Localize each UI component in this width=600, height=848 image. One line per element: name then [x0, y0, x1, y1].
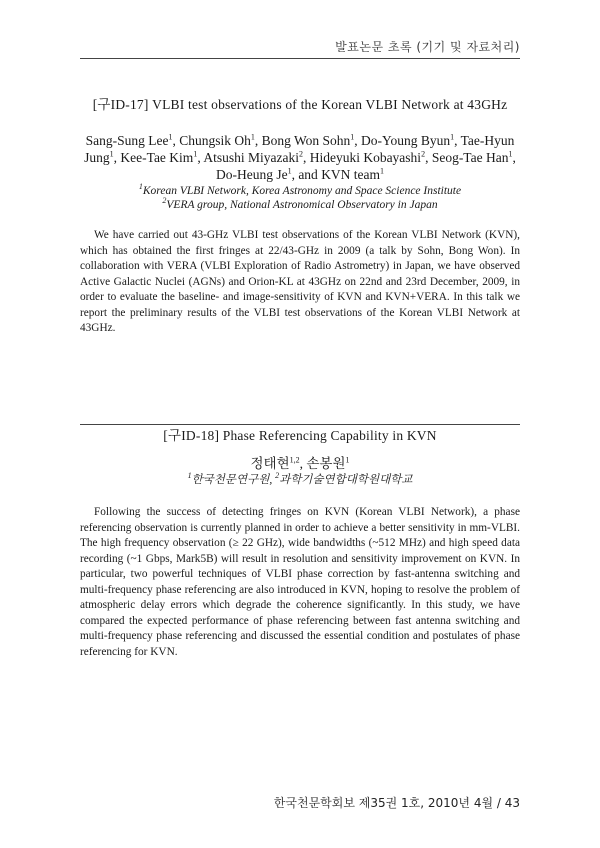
header-divider	[80, 58, 520, 59]
author-affiliation-marker: 2	[298, 149, 303, 159]
author-separator: ,	[354, 133, 362, 148]
author-name: 손봉원	[306, 456, 346, 471]
author-separator: ,	[299, 456, 307, 471]
author-separator: ,	[172, 133, 180, 148]
author-separator: ,	[254, 133, 262, 148]
author-affiliation-marker: 1	[450, 132, 455, 142]
author-name: Seog-Tae Han	[431, 150, 509, 165]
author-separator: , and	[291, 167, 322, 182]
author-name: Kee-Tae Kim	[120, 150, 194, 165]
author-name: Chungsik Oh	[179, 133, 251, 148]
author-affiliation-marker: 1	[287, 166, 292, 176]
affiliation-marker: 2	[162, 196, 167, 206]
author-name: Atsushi Miyazaki	[203, 150, 299, 165]
author-name: Do-Young Byun	[361, 133, 451, 148]
author-affiliation-marker: 1	[250, 132, 255, 142]
affiliation-text: Korean VLBI Network, Korea Astronomy and Space Science Institute	[142, 185, 462, 197]
abstract-section-1	[80, 96, 520, 337]
author-list	[80, 132, 520, 183]
affiliation-text: 과학기술연합대학원대학교	[279, 474, 413, 486]
page-footer: 한국천문학회보 제35권 1호, 2010년 4월 / 43	[273, 796, 520, 810]
author-affiliation-marker: 1	[345, 455, 350, 465]
author-name: Sang-Sung Lee	[85, 133, 169, 148]
author-affiliation-marker: 1	[508, 149, 513, 159]
author-separator: ,	[113, 150, 121, 165]
paper-title: [구ID-17] VLBI test observations of the Korean VLBI Network at 43GHz	[92, 97, 508, 112]
author-affiliation-marker: 1	[168, 132, 173, 142]
author-separator: ,	[197, 150, 204, 165]
affiliation-item	[275, 471, 413, 486]
running-header: 발표논문 초록 (기기 및 자료처리)	[335, 40, 520, 54]
affiliation-text: 한국천문연구원,	[191, 474, 276, 486]
author-list	[80, 455, 520, 472]
author-affiliation-marker: 2	[421, 149, 426, 159]
author-name: Hideyuki Kobayashi	[309, 150, 422, 165]
author-affiliation-marker: 1	[109, 149, 114, 159]
section-divider	[80, 424, 520, 425]
paper-title: [구ID-18] Phase Referencing Capability in KVN	[163, 428, 437, 443]
affiliation-text: VERA group, National Astronomical Observatory in Japan	[166, 199, 438, 211]
abstract-section-2	[80, 427, 520, 660]
author-name: Do-Heung Je	[215, 167, 288, 182]
author-affiliation-marker: 1	[380, 166, 385, 176]
author-name: KVN team	[321, 167, 381, 182]
author-separator: ,	[302, 150, 310, 165]
affiliation-marker: 1	[138, 182, 143, 192]
affiliation-item	[80, 184, 520, 198]
affiliation-list	[80, 184, 520, 212]
author-affiliation-marker: 1	[193, 149, 198, 159]
affiliation-item	[80, 198, 520, 212]
author-separator: ,	[425, 150, 432, 165]
affiliation-item	[187, 471, 276, 486]
author-separator: ,	[512, 150, 516, 165]
abstract-body: Following the success of detecting fringes on KVN (Korean VLBI Network), a phase referencing observation is currently planned in order to achieve a better sensitivity in mm-VLBI. The high frequency observation (≥ 22 GHz), wide bandwidths (~512 MHz) and high speed data recording (~1 Gbps, Mark5B) will result in resolution and sensitivity improvement on KVN. In particular, two powerful techniques of VLBI phase correction by fast-antenna switching and multi-frequency phase referencing are also introduced in KVN, hoping to resolve the problem of atmospheric delay errors which degrade the coherence significantly. In this study, we have compared the expected performance of phase referencing between fast antenna switching and multi-frequency phase referencing and discussed the essential condition and postulates of phase referencing for KVN.	[80, 506, 520, 658]
affiliation-marker: 2	[275, 471, 280, 481]
abstract-body: We have carried out 43-GHz VLBI test observations of the Korean VLBI Network (KVN), which has obtained the first fringes at 22/43-GHz in 2009 (a talk by Sohn, Bong Won). In collaboration with VERA (VLBI Exploration of Radio Astrometry) in Japan, we have observed Active Galactic Nuclei (AGNs) and Orion-KL at 43GHz on 22nd and 23rd December, 2009, in order to evaluate the baseline- and image-sensitivity of KVN and KVN+VERA. In this talk we report the preliminary results of the VLBI test observations of the Korean VLBI Network at 43GHz.	[80, 229, 520, 334]
author-name: Bong Won Sohn	[261, 133, 351, 148]
affiliation-list	[80, 473, 520, 487]
author-separator: ,	[454, 133, 461, 148]
author-affiliation-marker: 1,2	[289, 455, 300, 465]
author-affiliation-marker: 1	[350, 132, 355, 142]
affiliation-marker: 1	[187, 471, 192, 481]
author-name: Tae-Hyun Jung	[84, 133, 515, 165]
author-name: 정태현	[250, 456, 290, 471]
